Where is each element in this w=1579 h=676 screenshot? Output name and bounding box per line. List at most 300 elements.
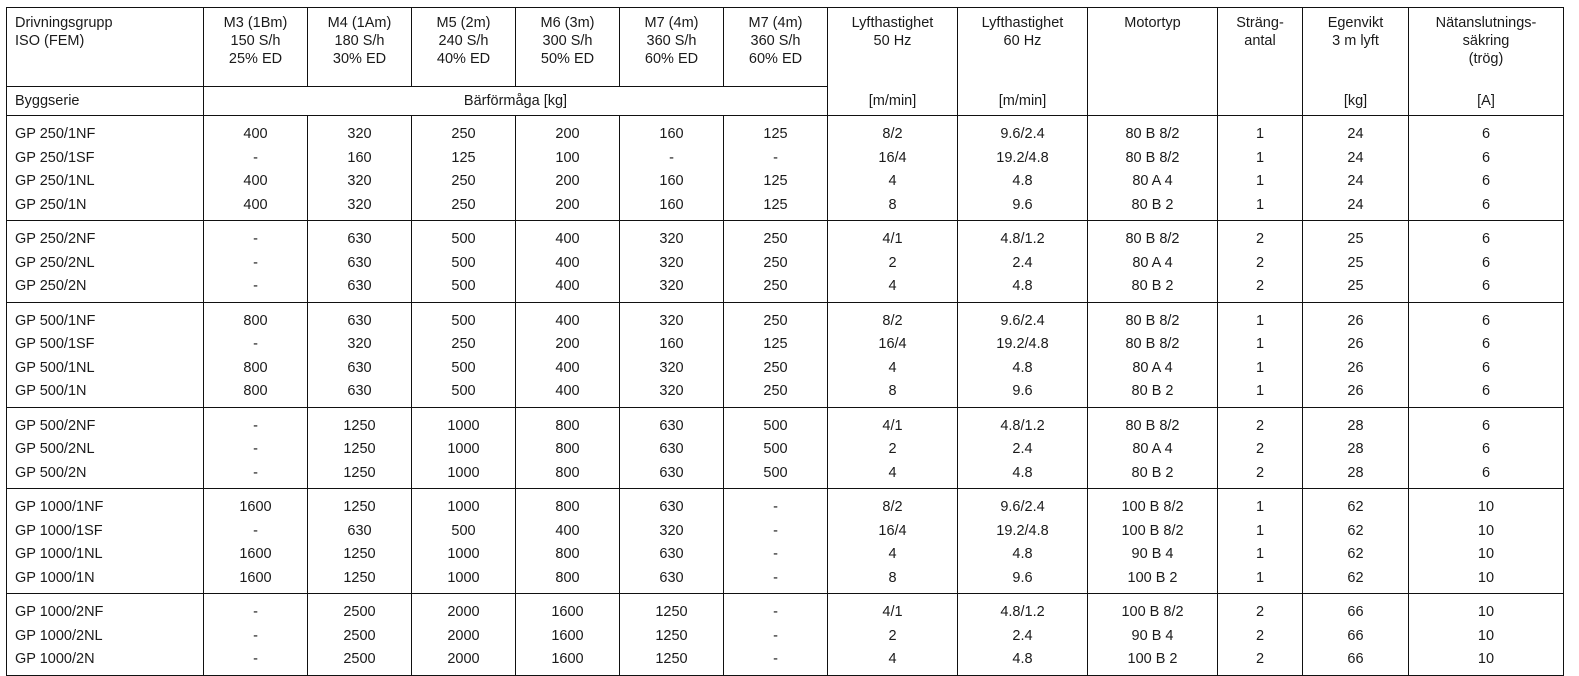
cell-value: 500 — [451, 383, 476, 399]
cell-value: 90 B 4 — [1131, 546, 1174, 562]
cell-value: 4.8 — [1012, 359, 1033, 376]
cell-value: 2 — [1255, 441, 1265, 457]
cell-series — [7, 407, 204, 489]
header-fuse: Nätanslutnings- säkring (trög) — [1409, 8, 1564, 87]
cell-m4 — [308, 594, 412, 676]
cell-value: 400 — [555, 359, 580, 376]
cell-value: 160 — [347, 149, 372, 166]
cell-value: - — [253, 441, 258, 457]
cell-value: 6 — [1481, 336, 1491, 352]
cell-m6 — [516, 302, 620, 407]
header-speed-50hz: Lyfthastighet 50 Hz — [828, 8, 958, 87]
cell-value: 80 B 8/2 — [1125, 312, 1180, 329]
header-speed-60hz: Lyfthastighet 60 Hz — [958, 8, 1088, 87]
cell-value: 19.2/4.8 — [996, 522, 1049, 539]
cell-value: 800 — [243, 383, 268, 399]
cell-value: 9.6/2.4 — [1000, 126, 1045, 142]
cell-value: 4.8 — [1012, 464, 1033, 481]
cell-value: 630 — [659, 546, 684, 562]
cell-m6 — [516, 116, 620, 221]
cell-m5 — [412, 221, 516, 303]
cell-value: 1600 — [551, 651, 584, 667]
cell-value: 6 — [1481, 173, 1491, 189]
cell-value: GP 1000/2NF — [15, 604, 104, 620]
cell-value: - — [773, 627, 778, 644]
cell-value: 1 — [1255, 149, 1265, 166]
cell-value: 1 — [1255, 312, 1265, 329]
cell-value: 1 — [1255, 383, 1265, 399]
cell-value: 250 — [763, 359, 788, 376]
cell-value: 2500 — [343, 627, 376, 644]
cell-value: 250 — [763, 231, 788, 247]
cell-value: 4 — [888, 651, 897, 667]
cell-value: - — [253, 231, 258, 247]
cell-motor-type — [1088, 407, 1218, 489]
cell-value: 125 — [763, 196, 788, 213]
cell-value: 1600 — [239, 499, 272, 515]
cell-value: 320 — [659, 254, 684, 271]
subheader-weight-unit: [kg] — [1303, 87, 1409, 116]
cell-m7 — [620, 594, 724, 676]
cell-speed-60hz — [958, 221, 1088, 303]
cell-value: GP 1000/1NF — [15, 499, 104, 515]
cell-m4 — [308, 489, 412, 594]
cell-motor-type — [1088, 302, 1218, 407]
cell-value: 1600 — [551, 604, 584, 620]
cell-value: 1 — [1255, 126, 1265, 142]
cell-value: - — [253, 278, 258, 294]
cell-speed-60hz — [958, 489, 1088, 594]
cell-value: 6 — [1481, 312, 1491, 329]
header-class-m5: M5 (2m) 240 S/h 40% ED — [412, 8, 516, 87]
cell-value: 6 — [1481, 383, 1491, 399]
cell-value: 2500 — [343, 651, 376, 667]
cell-value: 2 — [888, 627, 897, 644]
cell-value: 10 — [1477, 627, 1495, 644]
cell-value: 200 — [555, 126, 580, 142]
cell-m7 — [620, 116, 724, 221]
cell-value: 2.4 — [1012, 627, 1033, 644]
cell-value: 9.6 — [1012, 196, 1033, 213]
cell-value: 500 — [763, 417, 788, 434]
cell-value: 250 — [763, 383, 788, 399]
cell-value: - — [773, 604, 778, 620]
cell-value: 24 — [1347, 149, 1364, 166]
cell-value: 62 — [1347, 499, 1364, 515]
cell-value: 80 A 4 — [1132, 254, 1173, 271]
cell-m3 — [204, 594, 308, 676]
cell-speed-50hz — [828, 116, 958, 221]
header-class-m6: M6 (3m) 300 S/h 50% ED — [516, 8, 620, 87]
cell-value: 10 — [1477, 522, 1495, 539]
header-group: Drivningsgrupp ISO (FEM) — [7, 8, 204, 87]
cell-m7-b — [724, 407, 828, 489]
cell-value: 1 — [1255, 336, 1265, 352]
cell-value: 8/2 — [882, 126, 903, 142]
cell-value: 4/1 — [882, 417, 903, 434]
cell-fuse — [1409, 221, 1564, 303]
table-row-group — [7, 221, 1564, 303]
cell-value: 500 — [451, 359, 476, 376]
cell-m3 — [204, 221, 308, 303]
cell-value: - — [253, 336, 258, 352]
cell-value: 400 — [243, 196, 268, 213]
cell-value: 320 — [347, 126, 372, 142]
cell-value: 1250 — [655, 627, 688, 644]
cell-value: 25 — [1347, 231, 1364, 247]
cell-value: 9.6/2.4 — [1000, 499, 1045, 515]
cell-value: 800 — [555, 417, 580, 434]
cell-value: 200 — [555, 173, 580, 189]
header-strands: Sträng- antal — [1218, 8, 1303, 87]
cell-value: 2 — [1255, 231, 1265, 247]
header-class-m3: M3 (1Bm) 150 S/h 25% ED — [204, 8, 308, 87]
cell-value: 2 — [1255, 254, 1265, 271]
cell-value: 250 — [763, 312, 788, 329]
header-weight: Egenvikt 3 m lyft — [1303, 8, 1409, 87]
cell-value: 4/1 — [882, 604, 903, 620]
cell-value: - — [253, 417, 258, 434]
cell-value: 10 — [1477, 546, 1495, 562]
cell-value: 160 — [659, 336, 684, 352]
cell-value: - — [253, 149, 258, 166]
cell-value: 2500 — [343, 604, 376, 620]
cell-m6 — [516, 489, 620, 594]
cell-value: 25 — [1347, 278, 1364, 294]
cell-value: 630 — [347, 278, 372, 294]
cell-value: 66 — [1347, 604, 1364, 620]
cell-series — [7, 594, 204, 676]
cell-value: 1 — [1255, 196, 1265, 213]
cell-value: 9.6 — [1012, 569, 1033, 586]
cell-value: 8 — [888, 569, 897, 586]
cell-value: 250 — [451, 173, 476, 189]
cell-motor-type — [1088, 116, 1218, 221]
cell-value: 9.6/2.4 — [1000, 312, 1045, 329]
cell-speed-50hz — [828, 302, 958, 407]
spec-table-container — [6, 7, 1564, 676]
cell-value: 400 — [555, 522, 580, 539]
cell-value: 6 — [1481, 126, 1491, 142]
cell-value: 400 — [555, 254, 580, 271]
cell-value: 800 — [555, 569, 580, 586]
cell-value: - — [773, 569, 778, 586]
cell-value: 630 — [347, 312, 372, 329]
subheader-fuse-unit: [A] — [1409, 87, 1564, 116]
cell-motor-type — [1088, 489, 1218, 594]
cell-value: 4.8 — [1012, 651, 1033, 667]
cell-value: GP 250/1NF — [15, 126, 96, 142]
cell-value: 500 — [763, 441, 788, 457]
cell-value: 6 — [1481, 441, 1491, 457]
cell-speed-60hz — [958, 594, 1088, 676]
cell-value: 10 — [1477, 651, 1495, 667]
cell-value: 1600 — [551, 627, 584, 644]
hoist-spec-table — [6, 7, 1564, 676]
cell-value: 2 — [1255, 278, 1265, 294]
cell-value: 4.8 — [1012, 278, 1033, 294]
cell-value: 1250 — [655, 651, 688, 667]
cell-value: 200 — [555, 196, 580, 213]
cell-value: 26 — [1347, 336, 1364, 352]
cell-value: 630 — [347, 522, 372, 539]
cell-value: GP 1000/1SF — [15, 522, 103, 539]
cell-weight — [1303, 116, 1409, 221]
cell-value: 320 — [659, 278, 684, 294]
cell-value: 400 — [555, 231, 580, 247]
cell-value: 160 — [659, 196, 684, 213]
cell-value: 80 A 4 — [1132, 173, 1173, 189]
cell-m7-b — [724, 594, 828, 676]
subheader-speed60-unit: [m/min] — [958, 87, 1088, 116]
cell-m4 — [308, 221, 412, 303]
cell-strands — [1218, 594, 1303, 676]
cell-value: 250 — [763, 254, 788, 271]
cell-value: 4.8/1.2 — [1000, 604, 1045, 620]
cell-value: 250 — [451, 196, 476, 213]
cell-fuse — [1409, 116, 1564, 221]
cell-value: 6 — [1481, 417, 1491, 434]
cell-value: 2000 — [447, 604, 480, 620]
cell-value: 500 — [451, 312, 476, 329]
cell-m5 — [412, 407, 516, 489]
cell-value: 160 — [659, 126, 684, 142]
cell-value: 24 — [1347, 126, 1364, 142]
cell-weight — [1303, 302, 1409, 407]
cell-m6 — [516, 407, 620, 489]
table-row-group — [7, 116, 1564, 221]
cell-fuse — [1409, 489, 1564, 594]
cell-value: 28 — [1347, 417, 1364, 434]
cell-value: - — [773, 149, 778, 166]
cell-value: 80 B 8/2 — [1125, 149, 1180, 166]
cell-fuse — [1409, 302, 1564, 407]
cell-value: 1250 — [343, 464, 376, 481]
cell-value: 90 B 4 — [1131, 627, 1174, 644]
header-class-m7-b: M7 (4m) 360 S/h 60% ED — [724, 8, 828, 87]
cell-value: 320 — [347, 173, 372, 189]
cell-fuse — [1409, 594, 1564, 676]
cell-value: 250 — [763, 278, 788, 294]
subheader-series: Byggserie — [7, 87, 204, 116]
cell-m5 — [412, 489, 516, 594]
cell-value: 2 — [1255, 627, 1265, 644]
cell-value: 1 — [1255, 546, 1265, 562]
cell-value: - — [669, 149, 674, 166]
cell-series — [7, 489, 204, 594]
cell-value: 8 — [888, 383, 897, 399]
cell-value: 320 — [659, 231, 684, 247]
cell-value: 24 — [1347, 196, 1364, 213]
cell-value: 66 — [1347, 627, 1364, 644]
cell-value: 1250 — [343, 441, 376, 457]
cell-m7 — [620, 407, 724, 489]
cell-value: 100 B 2 — [1127, 651, 1178, 667]
cell-strands — [1218, 221, 1303, 303]
header-class-m4: M4 (1Am) 180 S/h 30% ED — [308, 8, 412, 87]
cell-m7-b — [724, 116, 828, 221]
cell-m4 — [308, 116, 412, 221]
cell-value: GP 500/1NL — [15, 359, 95, 376]
cell-value: 800 — [555, 499, 580, 515]
cell-fuse — [1409, 407, 1564, 489]
cell-value: 800 — [555, 546, 580, 562]
cell-value: 26 — [1347, 383, 1364, 399]
cell-value: 320 — [659, 359, 684, 376]
header-row — [7, 8, 1564, 87]
cell-value: 125 — [763, 126, 788, 142]
cell-value: 80 A 4 — [1132, 441, 1173, 457]
cell-value: 16/4 — [878, 149, 907, 166]
cell-value: 80 B 8/2 — [1125, 126, 1180, 142]
cell-value: 80 B 2 — [1131, 464, 1174, 481]
cell-speed-50hz — [828, 489, 958, 594]
table-row-group — [7, 594, 1564, 676]
cell-value: 24 — [1347, 173, 1364, 189]
cell-m3 — [204, 407, 308, 489]
cell-value: 4 — [888, 359, 897, 376]
cell-value: 16/4 — [878, 336, 907, 352]
cell-value: - — [253, 522, 258, 539]
cell-value: 80 B 2 — [1131, 196, 1174, 213]
cell-value: GP 500/2NF — [15, 417, 96, 434]
cell-speed-60hz — [958, 302, 1088, 407]
cell-m3 — [204, 489, 308, 594]
cell-value: 630 — [659, 569, 684, 586]
cell-value: 4.8/1.2 — [1000, 231, 1045, 247]
cell-m4 — [308, 407, 412, 489]
cell-value: 630 — [659, 464, 684, 481]
cell-m7 — [620, 221, 724, 303]
cell-value: - — [253, 464, 258, 481]
cell-strands — [1218, 302, 1303, 407]
cell-speed-50hz — [828, 407, 958, 489]
cell-value: 320 — [347, 336, 372, 352]
cell-value: - — [773, 546, 778, 562]
subheader-strands-unit — [1218, 87, 1303, 116]
cell-value: 28 — [1347, 441, 1364, 457]
cell-value: 4 — [888, 278, 897, 294]
cell-value: GP 250/2NL — [15, 254, 95, 271]
table-row-group — [7, 407, 1564, 489]
cell-value: GP 250/1NL — [15, 173, 95, 189]
cell-value: 1 — [1255, 173, 1265, 189]
cell-value: GP 1000/1NL — [15, 546, 103, 562]
cell-value: 500 — [451, 522, 476, 539]
cell-weight — [1303, 594, 1409, 676]
cell-value: 4.8 — [1012, 173, 1033, 189]
cell-motor-type — [1088, 594, 1218, 676]
cell-value: 800 — [555, 441, 580, 457]
cell-value: 800 — [243, 312, 268, 329]
cell-value: GP 500/1NF — [15, 312, 96, 329]
cell-value: 500 — [451, 231, 476, 247]
cell-value: 160 — [659, 173, 684, 189]
cell-value: 630 — [659, 417, 684, 434]
cell-value: 125 — [763, 173, 788, 189]
cell-m4 — [308, 302, 412, 407]
cell-value: 1250 — [343, 499, 376, 515]
cell-value: 1 — [1255, 569, 1265, 586]
cell-value: 125 — [451, 149, 476, 166]
cell-value: 1 — [1255, 522, 1265, 539]
cell-value: 4/1 — [882, 231, 903, 247]
table-row-group — [7, 489, 1564, 594]
cell-value: 10 — [1477, 569, 1495, 586]
cell-speed-60hz — [958, 407, 1088, 489]
cell-value: 26 — [1347, 359, 1364, 376]
cell-value: 630 — [659, 441, 684, 457]
cell-value: - — [253, 627, 258, 644]
cell-value: 200 — [555, 336, 580, 352]
cell-m6 — [516, 221, 620, 303]
cell-value: 9.6 — [1012, 383, 1033, 399]
cell-value: 6 — [1481, 464, 1491, 481]
subheader-motor-unit — [1088, 87, 1218, 116]
cell-value: 100 B 8/2 — [1121, 499, 1184, 515]
cell-value: 1250 — [343, 569, 376, 586]
cell-value: 26 — [1347, 312, 1364, 329]
cell-value: 8/2 — [882, 499, 903, 515]
cell-value: GP 500/1SF — [15, 336, 95, 352]
cell-value: 62 — [1347, 546, 1364, 562]
cell-value: 320 — [659, 522, 684, 539]
cell-value: 800 — [243, 359, 268, 376]
cell-value: 6 — [1481, 278, 1491, 294]
cell-m7 — [620, 489, 724, 594]
cell-value: 400 — [555, 312, 580, 329]
cell-value: 400 — [555, 383, 580, 399]
cell-value: 6 — [1481, 254, 1491, 271]
cell-value: - — [773, 651, 778, 667]
cell-m5 — [412, 116, 516, 221]
cell-value: 630 — [659, 499, 684, 515]
cell-value: GP 250/1N — [15, 196, 87, 213]
cell-value: 10 — [1477, 499, 1495, 515]
cell-value: 1000 — [447, 441, 480, 457]
subheader-speed50-unit: [m/min] — [828, 87, 958, 116]
cell-value: GP 250/2N — [15, 278, 87, 294]
cell-value: 19.2/4.8 — [996, 336, 1049, 352]
cell-value: 400 — [243, 126, 268, 142]
cell-value: 4 — [888, 546, 897, 562]
cell-m5 — [412, 302, 516, 407]
cell-m3 — [204, 302, 308, 407]
cell-value: 1 — [1255, 359, 1265, 376]
header-class-m7: M7 (4m) 360 S/h 60% ED — [620, 8, 724, 87]
cell-m5 — [412, 594, 516, 676]
cell-value: 2 — [1255, 417, 1265, 434]
table-row-group — [7, 302, 1564, 407]
cell-m7 — [620, 302, 724, 407]
cell-value: 1 — [1255, 499, 1265, 515]
cell-value: - — [253, 604, 258, 620]
cell-value: 80 B 8/2 — [1125, 417, 1180, 434]
cell-value: 500 — [451, 278, 476, 294]
cell-value: 1250 — [343, 546, 376, 562]
cell-value: 66 — [1347, 651, 1364, 667]
cell-value: 2.4 — [1012, 254, 1033, 271]
cell-speed-60hz — [958, 116, 1088, 221]
cell-value: 500 — [451, 254, 476, 271]
cell-weight — [1303, 489, 1409, 594]
cell-value: 1000 — [447, 569, 480, 586]
cell-value: 630 — [347, 231, 372, 247]
cell-value: 630 — [347, 359, 372, 376]
cell-value: 2 — [1255, 604, 1265, 620]
cell-series — [7, 221, 204, 303]
cell-value: GP 500/2NL — [15, 441, 95, 457]
